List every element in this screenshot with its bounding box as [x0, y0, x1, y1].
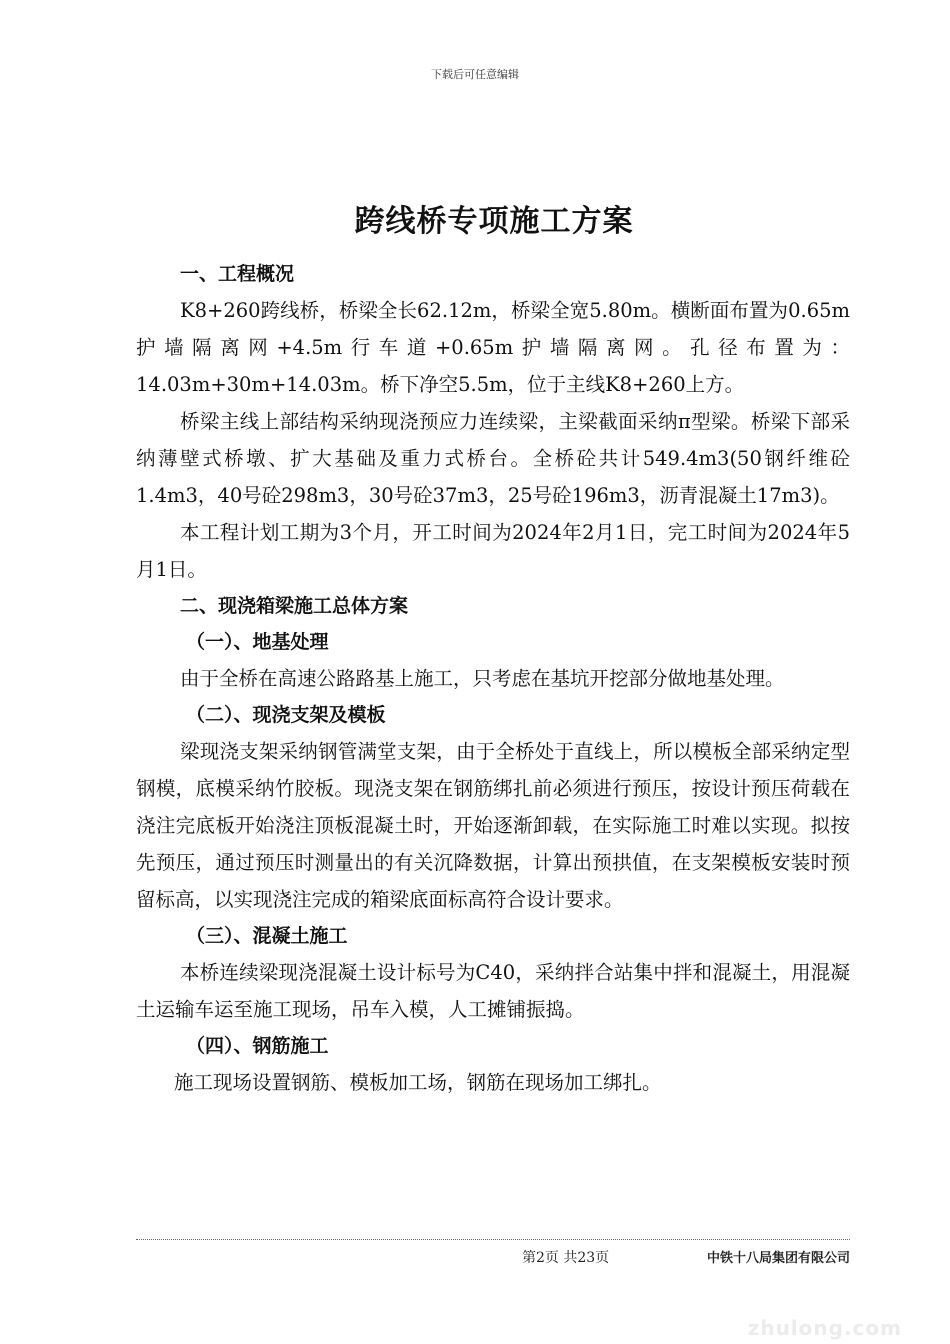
- subsection-heading-support-formwork: （二）、现浇支架及模板: [186, 704, 386, 726]
- page-number: 第2页 共23页: [522, 1250, 610, 1266]
- document-body: [136, 256, 850, 1101]
- subsection-heading-rebar: （四）、钢筋施工: [186, 1035, 329, 1057]
- header-note: 下载后可任意编辑: [431, 68, 519, 81]
- paragraph-support-formwork: 梁现浇支架采纳钢管满堂支架，由于全桥处于直线上，所以模板全部采纳定型钢模，底模采纳竹胶板。现浇支架在钢筋绑扎前必须进行预压，按设计预压荷载在浇注完底板开始浇注顶板混凝土时，开始逐渐卸载，在实际施工时难以实现。拟按先预压，通过预压时测量出的有关沉降数据，计算出预拱值，在支架模板安装时预留标高，以实现浇注完成的箱梁底面标高符合设计要求。: [136, 740, 850, 911]
- subsection-heading-foundation: （一）、地基处理: [186, 631, 329, 653]
- document-title: 跨线桥专项施工方案: [354, 204, 634, 239]
- watermark: zhulong.com: [747, 1316, 902, 1340]
- paragraph-rebar: 施工现场设置钢筋、模板加工场，钢筋在现场加工绑扎。: [174, 1071, 662, 1094]
- footer-divider: [136, 1239, 850, 1240]
- section-heading-overview: 一、工程概况: [180, 263, 295, 285]
- paragraph-schedule: 本工程计划工期为3个月，开工时间为2024年2月1日，完工时间为2024年5月1日。: [136, 521, 850, 581]
- paragraph-foundation: 由于全桥在高速公路路基上施工，只考虑在基坑开挖部分做地基处理。: [180, 667, 785, 690]
- paragraph-bridge-dimensions: K8+260跨线桥，桥梁全长62.12m，桥梁全宽5.80m。横断面布置为0.65m护墙隔离网+4.5m行车道+0.65m护墙隔离网。孔径布置为：14.03m+30m+14.03m。桥下净空5.5m，位于主线K8+260上方。: [136, 299, 850, 396]
- paragraph-concrete: 本桥连续梁现浇混凝土设计标号为C40，采纳拌合站集中拌和混凝土，用混凝土运输车运至施工现场，吊车入模，人工摊铺振捣。: [136, 961, 850, 1021]
- section-heading-overall-plan: 二、现浇箱梁施工总体方案: [180, 595, 409, 617]
- paragraph-bridge-structure: 桥梁主线上部结构采纳现浇预应力连续梁，主梁截面采纳π型梁。桥梁下部采纳薄壁式桥墩、扩大基础及重力式桥台。全桥砼共计549.4m3(50钢纤维砼1.4m3，40号砼298m3，30号砼37m3，25号砼196m3，沥青混凝土17m3)。: [136, 410, 850, 507]
- company-name: 中铁十八局集团有限公司: [706, 1251, 850, 1266]
- subsection-heading-concrete: （三）、混凝土施工: [186, 925, 348, 947]
